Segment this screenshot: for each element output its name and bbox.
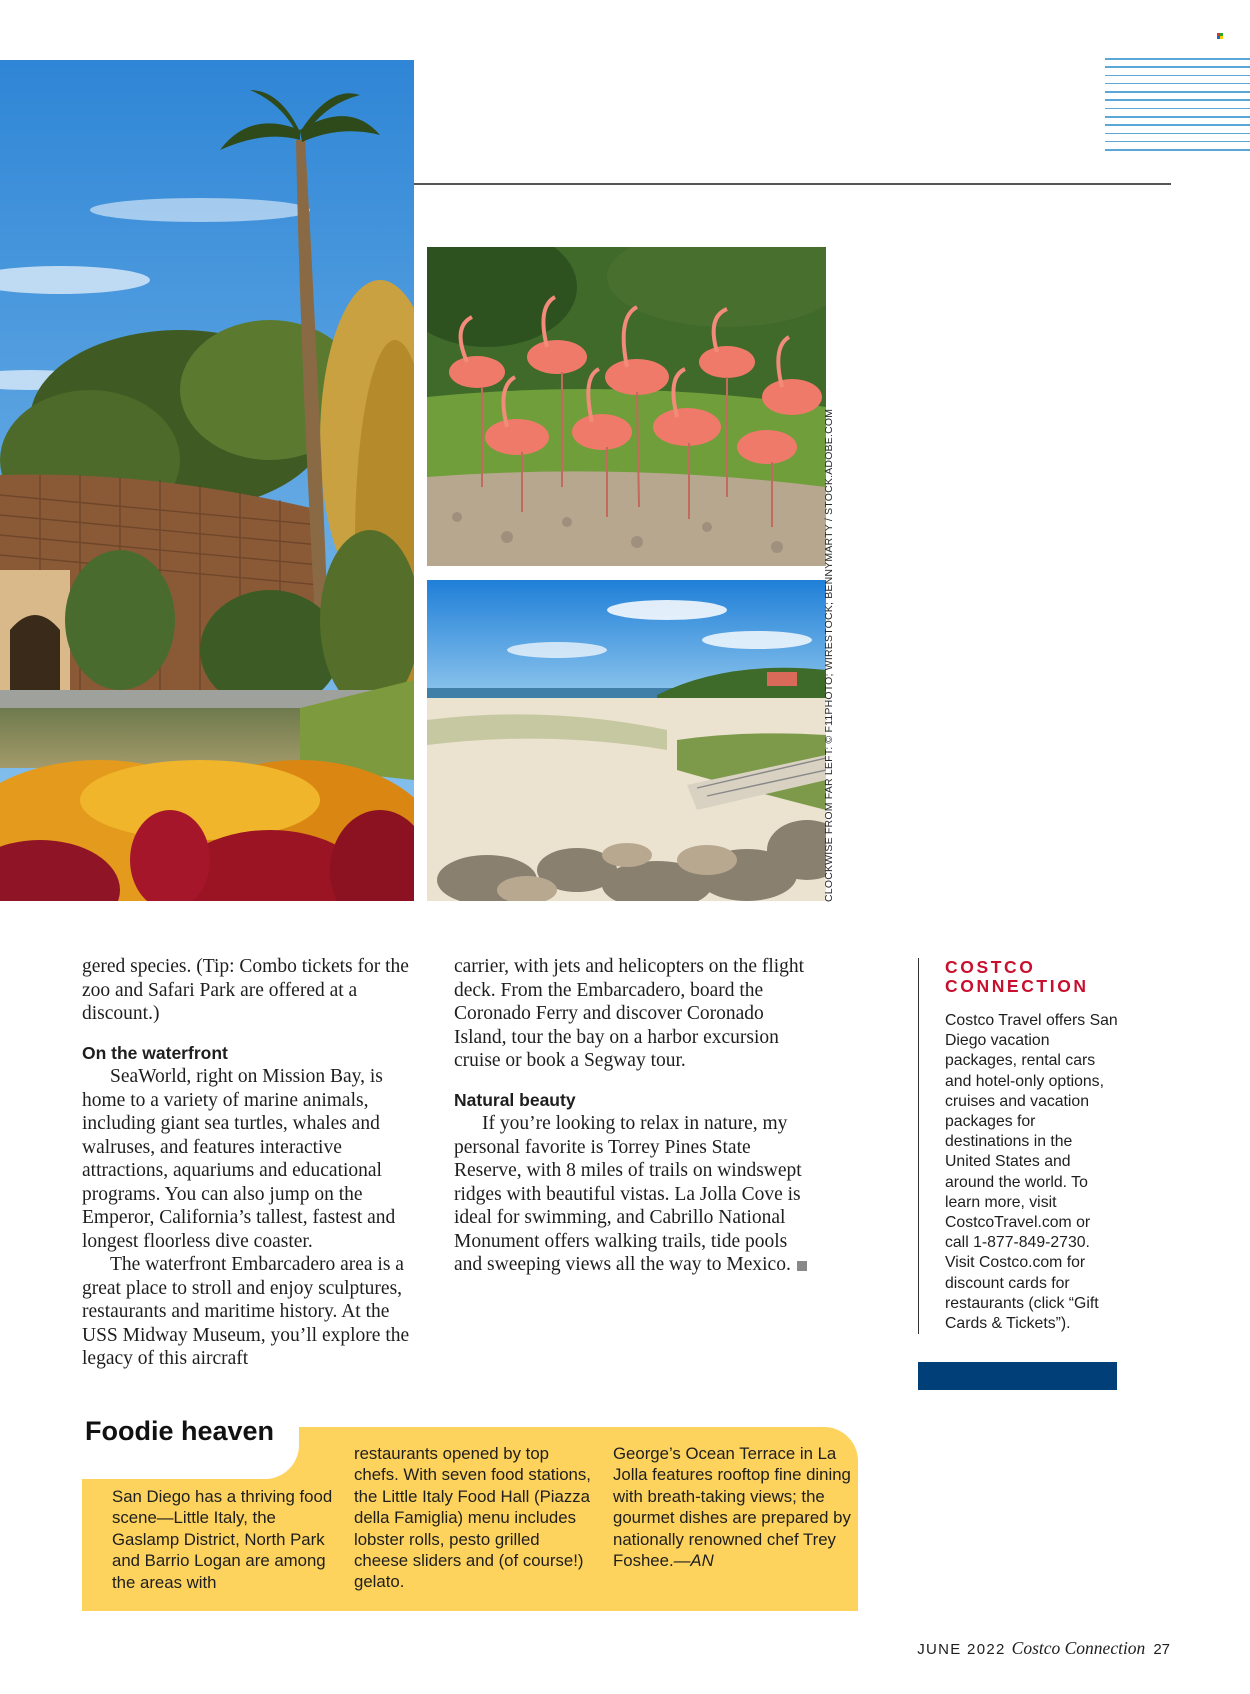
foodie-column-3-text: George’s Ocean Terrace in La Jolla features rooftop fine dining with breath-taking views; the gourmet dishes are prepared by nationally renowned chef Trey Foshee. — [613, 1444, 851, 1571]
costco-connection-sidebar — [918, 958, 1118, 1334]
article-column-2 — [454, 955, 814, 1277]
article-paragraph: The waterfront Embarcadero area is a great place to stroll and enjoy sculptures, restaurants and maritime history. At the USS Midway Museum, you’ll explore the legacy of this aircraft — [82, 1254, 410, 1369]
flamingos-photo — [427, 247, 826, 566]
author-initials: —AN — [673, 1551, 714, 1571]
photo-credit: CLOCKWISE FROM FAR LEFT: © F11PHOTO; WIRESTOCK; BENNYMARTY / STOCK.ADOBE.COM — [823, 408, 835, 902]
page-footer — [902, 1638, 1170, 1659]
article-paragraph-text: If you’re looking to relax in nature, my personal favorite is Torrey Pines State Reserve, with 8 miles of trails on windswept ridges with beautiful vistas. La Jolla Cove is ideal for swimming, and Cabrillo National Monument offers walking trails, tide pools and sweeping views all the way to Mexico. — [454, 1113, 802, 1275]
section-heading-natural-beauty: Natural beauty — [454, 1089, 576, 1110]
magazine-name: Costco Connection — [1011, 1638, 1146, 1658]
page-number: 27 — [1153, 1641, 1170, 1658]
beach-photo — [427, 580, 826, 901]
foodie-title: Foodie heaven — [85, 1416, 275, 1446]
decorative-stripes — [1105, 58, 1250, 153]
section-heading-waterfront: On the waterfront — [82, 1042, 228, 1063]
foodie-column-2: restaurants opened by top chefs. With seven food stations, the Little Italy Food Hall (Piazza della Famiglia) menu includes lobster rolls, pesto grilled cheese sliders and (of course!) gelato. — [354, 1444, 591, 1592]
sidebar-accent-bar — [918, 1362, 1117, 1390]
article-column-1 — [82, 955, 427, 1371]
issue-date: JUNE 2022 — [917, 1641, 1006, 1658]
foodie-column-1: San Diego has a thriving food scene—Little Italy, the Gaslamp District, North Park and Barrio Logan are among the areas with — [112, 1487, 333, 1592]
article-paragraph: gered species. (Tip: Combo tickets for the zoo and Safari Park are offered at a discount.) — [82, 956, 409, 1024]
foodie-column-3 — [613, 1443, 853, 1571]
article-paragraph: SeaWorld, right on Mission Bay, is home to a variety of marine animals, including giant sea turtles, whales and walruses, and features interactive attractions, aquariums and educational programs. You can also jump on the Emperor, California’s tallest, fastest and longest floorless dive coaster. — [82, 1066, 396, 1252]
sidebar-body: Costco Travel offers San Diego vacation packages, rental cars and hotel-only options, cruises and vacation packages for destinations in the United States and around the world. To learn more, visit CostcoTravel.com or call 1-877-849-2730. Visit Costco.com for discount cards for restaurants (click “Gift Cards & Tickets”). — [945, 1012, 1118, 1333]
sidebar-title: COSTCO CONNECTION — [945, 957, 1089, 996]
header-rule — [414, 183, 1171, 185]
article-paragraph — [454, 1112, 814, 1277]
color-registration-mark — [1217, 33, 1224, 40]
end-mark-icon — [797, 1261, 807, 1271]
foodie-heaven-box — [82, 1416, 858, 1611]
foodie-title-tab — [82, 1417, 299, 1479]
garden-photo — [0, 60, 414, 901]
article-paragraph: carrier, with jets and helicopters on the flight deck. From the Embarcadero, board the Coronado Ferry and discover Coronado Island, tour the bay on a harbor excursion cruise or book a Segway tour. — [454, 956, 805, 1071]
